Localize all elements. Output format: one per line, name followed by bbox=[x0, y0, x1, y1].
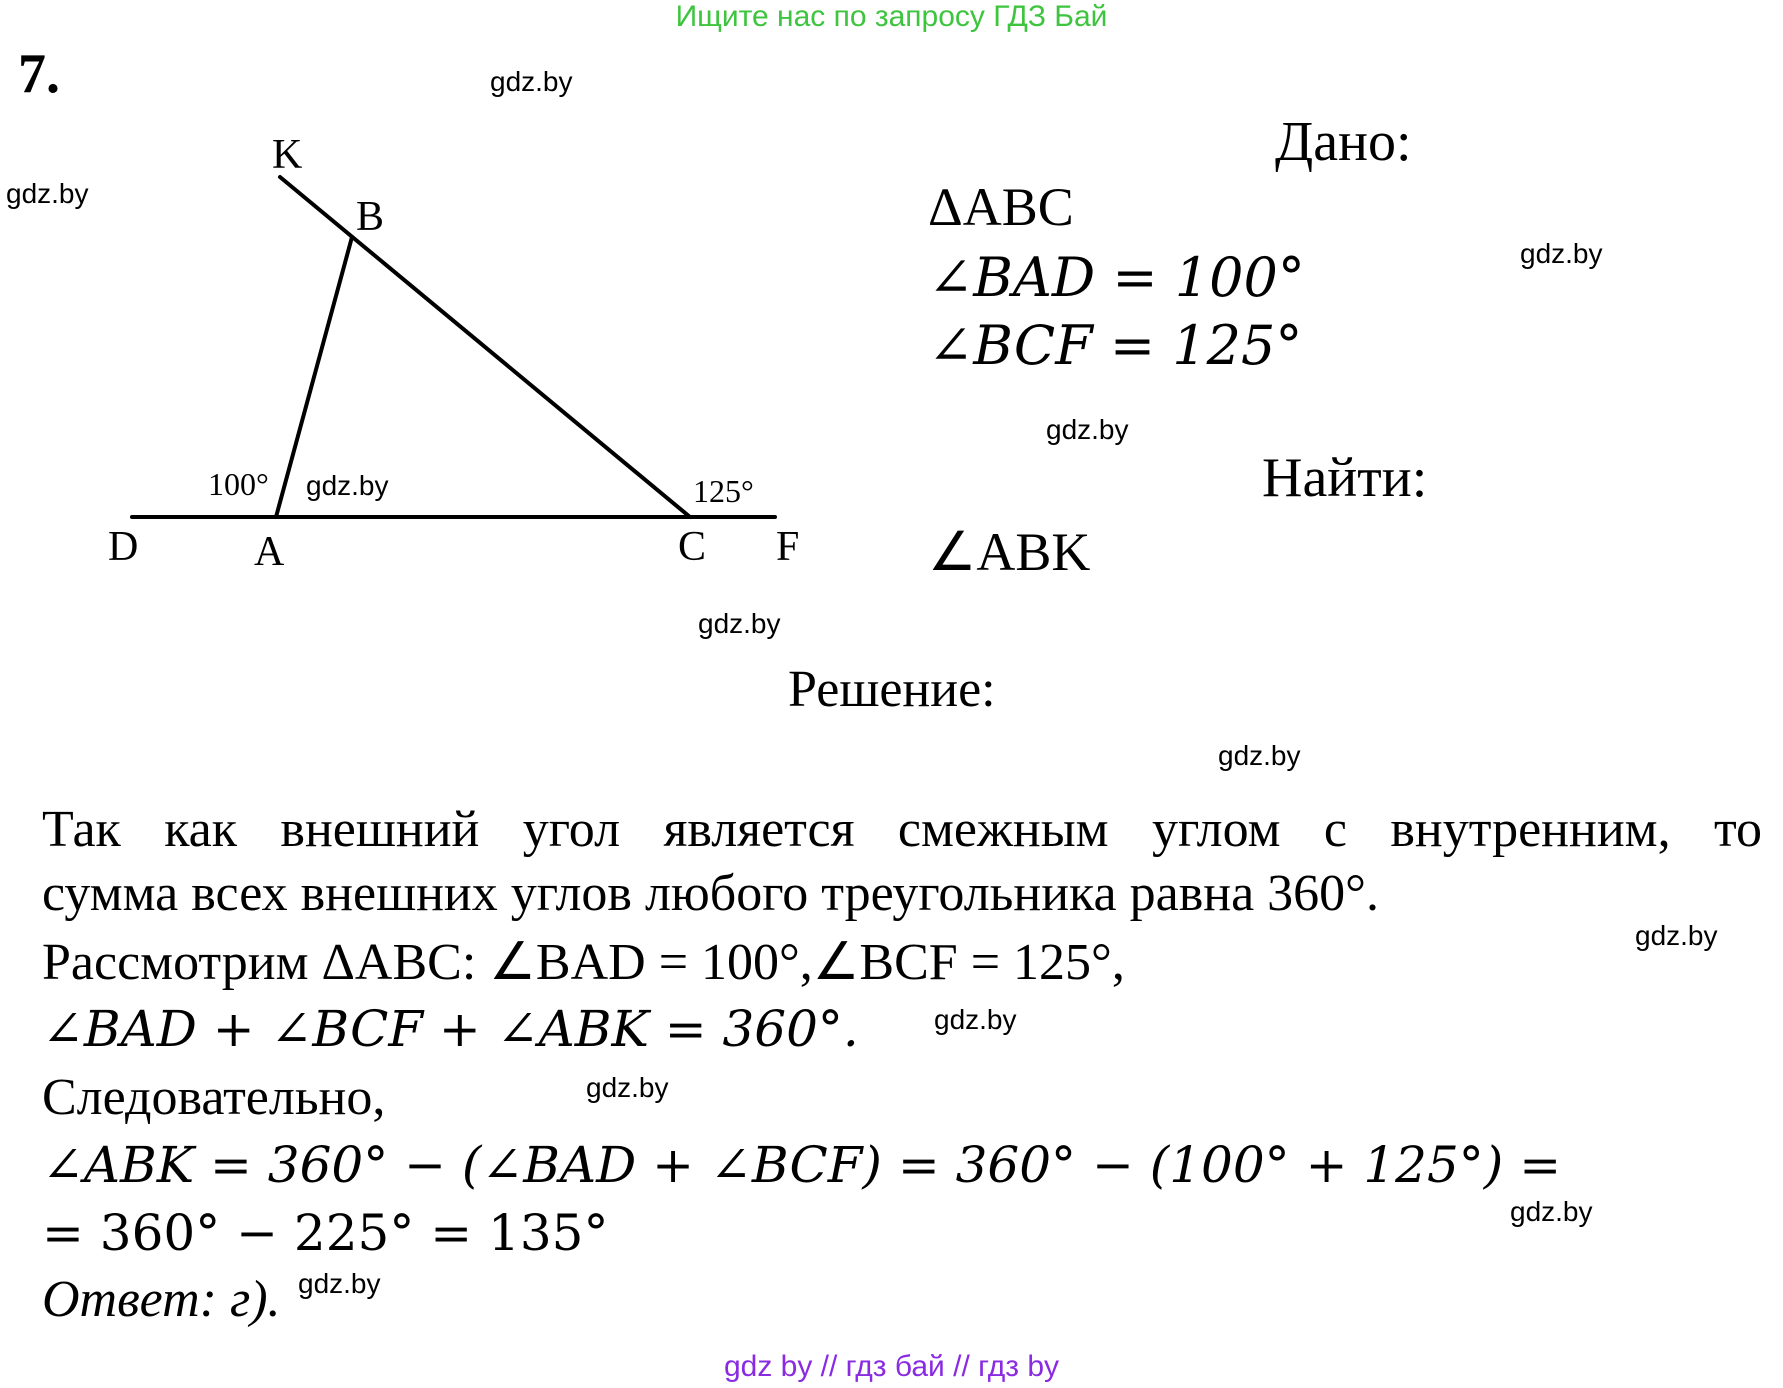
solution-equation: ∠ABK = 360° − (∠BAD + ∠BCF) = 360° − (100° + 125°) = bbox=[42, 1136, 1562, 1194]
answer: Ответ: г). bbox=[42, 1271, 281, 1328]
solution-paragraph: Так как внешний угол является смежным углом с внутренним, то bbox=[42, 801, 1762, 858]
label-c: C bbox=[678, 524, 707, 570]
label-b: B bbox=[356, 194, 385, 240]
footer-links[interactable]: gdz by // гдз бай // гдз by bbox=[723, 1350, 1060, 1383]
watermark: gdz.by bbox=[298, 1268, 381, 1299]
watermark: gdz.by bbox=[306, 470, 389, 501]
solution-line: Следовательно, bbox=[42, 1069, 386, 1126]
watermark: gdz.by bbox=[1635, 920, 1718, 951]
watermark: gdz.by bbox=[490, 66, 573, 97]
watermark: gdz.by bbox=[1510, 1196, 1593, 1227]
solution-line: Рассмотрим ΔABC: ∠BAD = 100°,∠BCF = 125°, bbox=[42, 934, 1125, 991]
find-title: Найти: bbox=[1262, 447, 1428, 509]
watermark: gdz.by bbox=[698, 608, 781, 639]
solution-line: сумма всех внешних углов любого треугольника равна 360°. bbox=[42, 865, 1379, 922]
label-f: F bbox=[776, 524, 800, 570]
label-d: D bbox=[108, 524, 139, 570]
watermark: gdz.by bbox=[1520, 238, 1603, 269]
watermark: gdz.by bbox=[1046, 414, 1129, 445]
solution-equation: ∠BAD + ∠BCF + ∠ABK = 360°. bbox=[42, 1000, 859, 1058]
label-a: A bbox=[254, 529, 285, 575]
triangle-figure bbox=[0, 0, 900, 620]
watermark: gdz.by bbox=[586, 1072, 669, 1103]
angle-a-label: 100° bbox=[208, 466, 269, 502]
solution-title: Решение: bbox=[788, 661, 996, 718]
task-number: 7. bbox=[18, 43, 60, 105]
watermark: gdz.by bbox=[6, 178, 89, 209]
label-k: K bbox=[272, 132, 303, 178]
watermark: gdz.by bbox=[934, 1004, 1017, 1035]
top-banner-link[interactable]: Ищите нас по запросу ГДЗ Бай bbox=[675, 0, 1108, 33]
given-angle-bcf: ∠BCF = 125° bbox=[928, 314, 1303, 377]
line-kc bbox=[280, 177, 690, 517]
angle-c-label: 125° bbox=[693, 473, 754, 509]
given-angle-bad: ∠BAD = 100° bbox=[928, 246, 1305, 309]
given-triangle: ΔABC bbox=[928, 177, 1074, 237]
find-target: ∠ABK bbox=[928, 522, 1091, 582]
solution-equation: = 360° − 225° = 135° bbox=[42, 1204, 609, 1262]
given-title: Дано: bbox=[1275, 111, 1412, 173]
watermark: gdz.by bbox=[1218, 740, 1301, 771]
